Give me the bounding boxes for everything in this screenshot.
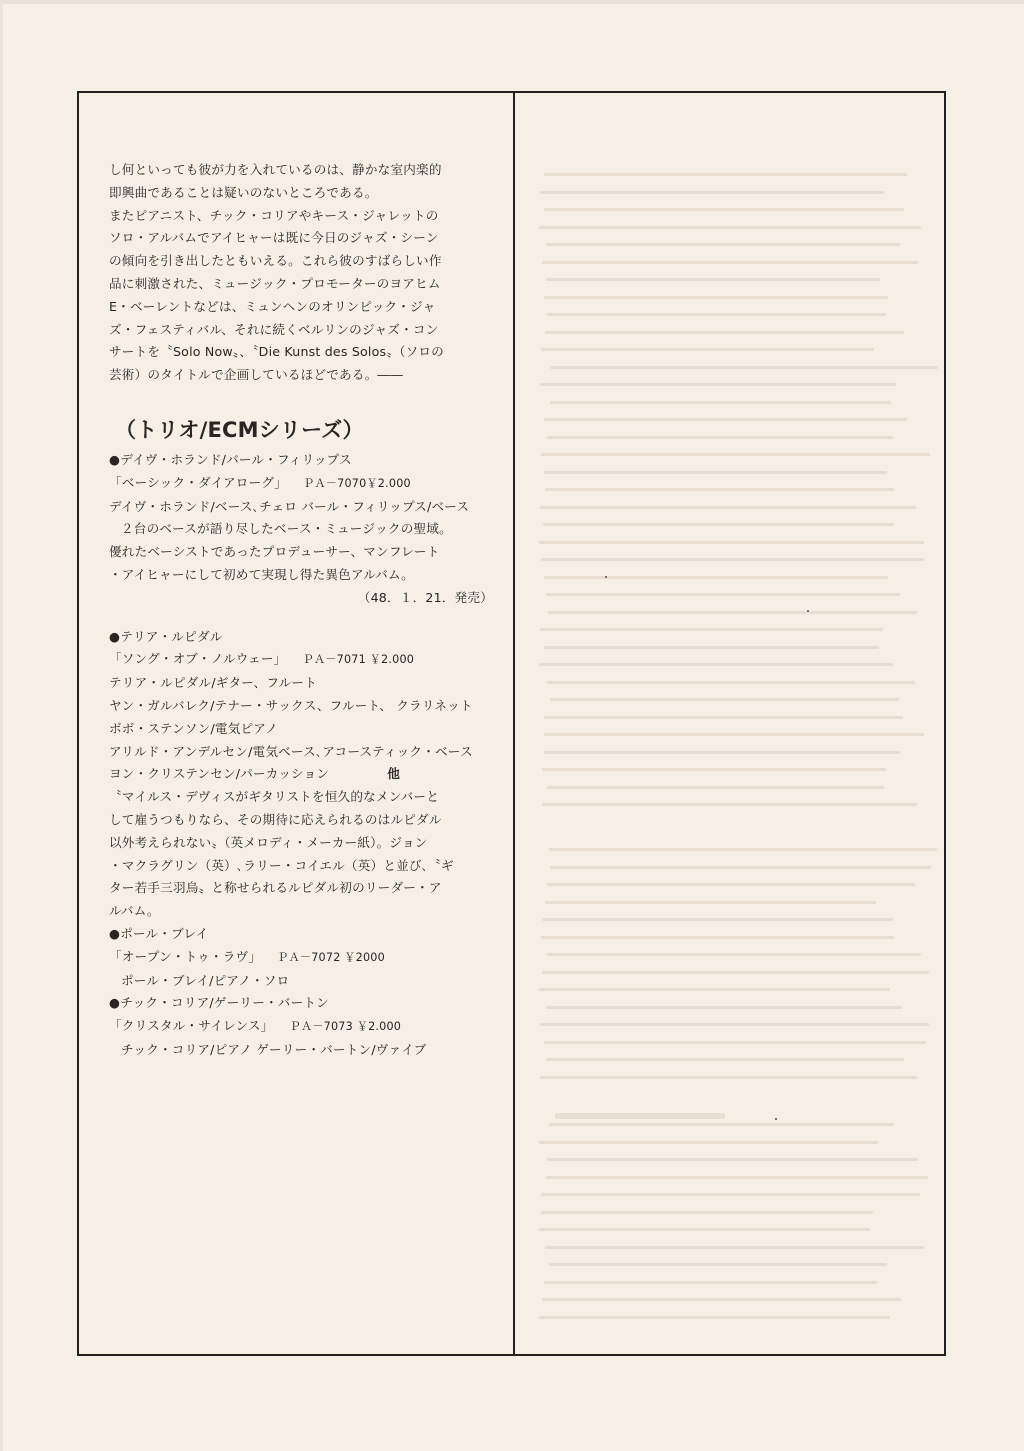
show-through-line (544, 296, 888, 299)
release-description: 以外考えられない〟（英メロディ・メーカー紙）。ジョン (109, 834, 428, 850)
show-through-line (542, 261, 918, 264)
release-description: して雇うつもりなら、その期待に応えられるのはルピダル (109, 811, 442, 827)
show-through-line (541, 1211, 873, 1214)
release-personnel: ポール・ブレイ/ピアノ・ソロ (121, 972, 290, 988)
show-through-line (544, 208, 904, 211)
show-through-line (541, 1193, 920, 1196)
show-through-line (540, 1076, 917, 1079)
intro-paragraph (109, 159, 499, 387)
show-through-line (540, 383, 896, 386)
paragraph-line: サートを〝Solo Now〟、〝Die Kunst des Solos〟（ソロの (109, 344, 444, 360)
show-through-line (539, 541, 924, 544)
show-through-line (539, 1316, 890, 1319)
show-through-line (547, 953, 921, 956)
show-through-line (544, 1041, 926, 1044)
release-description: ・アイヒャーにして初めて実現し得た異色アルバム。 (109, 566, 414, 582)
release-description: ・マクラグリン（英）､ラリー・コイエル（英）と並び､〝ギ (109, 857, 454, 873)
paper-speck (605, 576, 607, 578)
show-through-line (547, 681, 915, 684)
show-through-line (539, 988, 890, 991)
release-title-line (109, 946, 499, 970)
show-through-line (543, 523, 894, 526)
show-through-line (541, 558, 924, 561)
paragraph-line: E・ベーレントなどは、ミュンヘンのオリンピック・ジャ (109, 298, 436, 314)
show-through-line (542, 971, 929, 974)
page-edge-left (0, 0, 3, 1451)
paragraph-line: ソロ・アルバムでアイヒャーは既に今日のジャズ・シーン (109, 230, 439, 246)
release-catalog: ＰＡ－7070￥2.000 (302, 476, 411, 490)
release-artist: ●デイヴ・ホランド/バール・フィリップス (109, 451, 352, 467)
section-heading: （トリオ/ECMシリーズ） (115, 417, 364, 442)
show-through-line (549, 1263, 887, 1266)
show-through-line (546, 243, 900, 246)
release-personnel: ボボ・ステンソン/電気ピアノ (109, 720, 278, 736)
release-crystal-silence (109, 992, 499, 1061)
show-through-line (545, 331, 904, 334)
show-through-line (545, 1246, 924, 1249)
show-through-line (541, 453, 930, 456)
release-personnel: デイヴ・ホランド/ベース､チェロ バール・フィリップス/ベース (109, 498, 470, 514)
release-title-line (109, 648, 499, 672)
paragraph-line: の傾向を引き出したともいえる。これら彼のすばらしい作 (109, 253, 442, 269)
show-through-line (550, 866, 931, 869)
show-through-line (540, 1023, 929, 1026)
release-song-of-norway (109, 626, 499, 923)
show-through-line (547, 786, 884, 789)
release-catalog: ＰＡ－7073 ￥2.000 (289, 1020, 402, 1034)
show-through-line (547, 436, 893, 439)
show-through-line (544, 576, 888, 579)
show-through-line (541, 936, 894, 939)
show-through-line (544, 646, 879, 649)
show-through-line (548, 611, 917, 614)
release-title-line (109, 472, 499, 496)
paper-speck (775, 1118, 777, 1120)
show-through-line (544, 173, 907, 176)
release-description: ２台のベースが語り尽したベース・ミュージックの聖域。 (121, 521, 452, 537)
show-through-line (539, 1228, 870, 1231)
show-through-line (541, 348, 874, 351)
show-through-line (546, 1058, 904, 1061)
show-through-line (539, 663, 893, 666)
show-through-line (540, 191, 884, 194)
show-through-line (544, 418, 907, 421)
show-through-line (545, 901, 876, 904)
paragraph-line: またピアニスト、チック・コリアやキース・ジャレットの (109, 207, 439, 223)
show-through-line (540, 628, 883, 631)
show-through-line (542, 918, 893, 921)
paragraph-line: し何といっても彼が力を入れているのは、静かな室内楽的 (109, 162, 442, 177)
show-through-line (544, 751, 900, 754)
page-frame (77, 91, 946, 1356)
paragraph-line: ズ・フェスティバル、それに続くベルリンのジャズ・コン (109, 321, 439, 337)
release-artist: ●ポール・ブレイ (109, 925, 209, 941)
show-through-line (550, 366, 938, 369)
release-personnel: ヨン・クリステンセン/パーカッション (109, 766, 330, 782)
release-personnel: ヤン・ガルバレク/テナー・サックス、フルート、 クラリネット (109, 697, 473, 713)
release-description: 優れたベーシストであったプロデューサー、マンフレート (109, 544, 440, 560)
show-through-line (540, 506, 916, 509)
show-through-line (542, 1298, 901, 1301)
release-title: 「ソング・オブ・ノルウェー」 (109, 651, 287, 667)
show-through-line (547, 1158, 918, 1161)
release-title-line (109, 1015, 499, 1039)
release-artist: ●テリア・ルピダル (109, 628, 223, 644)
show-through-line (544, 1281, 877, 1284)
show-through-line (546, 1176, 928, 1179)
release-description: ルバム。 (109, 903, 160, 919)
show-through-line (547, 883, 915, 886)
release-personnel: チック・コリア/ピアノ ゲーリー・バートン/ヴァイブ (121, 1041, 427, 1057)
paper-speck (807, 610, 809, 612)
show-through-line (547, 313, 886, 316)
show-through-heading (555, 1113, 725, 1119)
show-through-line (546, 1006, 902, 1009)
show-through-line (544, 716, 903, 719)
left-column (109, 159, 499, 1062)
show-through-line (549, 1123, 894, 1126)
paragraph-line: 芸術）のタイトルで企画しているほどである。―― (109, 367, 404, 383)
show-through-line (545, 488, 894, 491)
release-personnel: テリア・ルピダル/ギター、フルート (109, 675, 318, 691)
release-other: 他 (387, 766, 400, 782)
paragraph-line: 品に刺激された、ミュージック・プロモーターのヨアヒム (109, 275, 441, 291)
show-through-line (539, 226, 921, 229)
right-column-show-through (515, 93, 946, 1354)
show-through-line (539, 1141, 878, 1144)
release-basic-dialogue (109, 449, 499, 610)
page-edge (0, 0, 1024, 4)
release-catalog: ＰＡ－7072 ￥2000 (277, 950, 385, 964)
show-through-line (542, 803, 917, 806)
show-through-line (544, 471, 887, 474)
paragraph-line: 即興曲であることは疑いのないところである。 (109, 184, 378, 200)
release-date: （48．１．21．発売） (357, 589, 493, 605)
release-title: 「オープン・トゥ・ラヴ」 (109, 948, 262, 964)
show-through-line (550, 698, 899, 701)
release-description: 〝マイルス・デヴィスがギタリストを恒久的なメンバーと (109, 789, 439, 805)
show-through-line (549, 848, 937, 851)
show-through-line (542, 768, 886, 771)
show-through-line (550, 401, 891, 404)
release-catalog: ＰＡ－7071 ￥2.000 (302, 653, 415, 667)
release-title: 「クリスタル・サイレンス」 (109, 1018, 274, 1034)
release-title: 「ベーシック・ダイアローグ」 (109, 474, 287, 490)
release-description: ター若手三羽烏〟と称せられるルピダル初のリーダー・ア (109, 880, 442, 896)
release-personnel: アリルド・アンデルセン/電気ベース､アコースティック・ベース (109, 743, 473, 759)
release-artist: ●チック・コリア/ゲーリー・バートン (109, 995, 329, 1011)
show-through-line (546, 278, 880, 281)
release-open-to-love (109, 923, 499, 992)
show-through-line (544, 733, 924, 736)
show-through-line (546, 593, 900, 596)
release-personnel-last (109, 763, 499, 786)
